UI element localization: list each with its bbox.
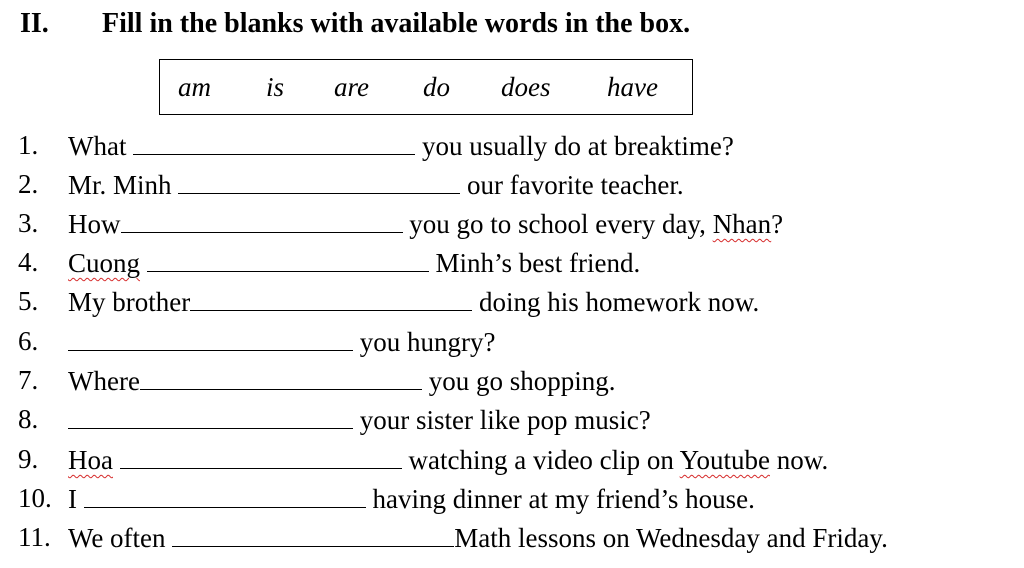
question-number: 4. bbox=[18, 247, 39, 277]
exercise-number: II. bbox=[20, 8, 49, 39]
question-number: 10. bbox=[18, 483, 52, 513]
exercise-instruction: Fill in the blanks with available words in the box. bbox=[102, 8, 691, 39]
question-number: 9. bbox=[18, 444, 39, 474]
question-text-after: doing his homework now. bbox=[478, 287, 760, 317]
answer-blank[interactable] bbox=[68, 322, 353, 351]
answer-blank[interactable] bbox=[140, 361, 422, 390]
word-box-item: are bbox=[334, 72, 369, 102]
misspelled-word: Cuong bbox=[68, 248, 141, 278]
question-text-before: How bbox=[68, 209, 121, 239]
question-text-before: My brother bbox=[68, 287, 191, 317]
question-text-after: having dinner at my friend’s house. bbox=[372, 484, 755, 514]
question-text-before: I bbox=[68, 484, 77, 514]
question-text-after: watching a video clip on bbox=[408, 445, 674, 475]
question-text-after: you go to school every day, bbox=[409, 209, 706, 239]
word-box-item: have bbox=[607, 72, 658, 102]
word-box-item: am bbox=[178, 72, 211, 102]
question-text-after: Math lessons on Wednesday and Friday. bbox=[454, 523, 888, 553]
question-number: 3. bbox=[18, 208, 39, 238]
word-box-item: do bbox=[423, 72, 450, 102]
answer-blank[interactable] bbox=[121, 204, 403, 233]
question-text-after: you go shopping. bbox=[428, 366, 616, 396]
question-text-before: Mr. Minh bbox=[68, 170, 172, 200]
answer-blank[interactable] bbox=[178, 165, 460, 194]
answer-blank[interactable] bbox=[190, 282, 472, 311]
question-text-after: you hungry? bbox=[359, 327, 496, 357]
word-box-item: is bbox=[266, 72, 285, 102]
question-number: 5. bbox=[18, 286, 39, 316]
question-text-after: your sister like pop music? bbox=[359, 405, 651, 435]
question-number: 8. bbox=[18, 404, 39, 434]
question-text-after: you usually do at breaktime? bbox=[421, 131, 734, 161]
exercise-heading bbox=[20, 4, 690, 44]
question-number: 6. bbox=[18, 326, 39, 356]
question-number: 1. bbox=[18, 130, 39, 160]
misspelled-word: Youtube bbox=[679, 445, 770, 475]
question-number: 11. bbox=[18, 522, 51, 552]
answer-blank[interactable] bbox=[133, 126, 415, 155]
answer-blank[interactable] bbox=[172, 518, 454, 547]
word-box-item: does bbox=[501, 72, 551, 102]
answer-blank[interactable] bbox=[68, 400, 353, 429]
question-text-before: What bbox=[68, 131, 127, 161]
question-text-tail: now. bbox=[776, 445, 829, 475]
misspelled-word: Hoa bbox=[68, 445, 113, 475]
question-number: 2. bbox=[18, 169, 39, 199]
question-text-tail: ? bbox=[771, 209, 784, 239]
answer-blank[interactable] bbox=[147, 243, 429, 272]
question-text-after: Minh’s best friend. bbox=[435, 248, 641, 278]
question-number: 7. bbox=[18, 365, 39, 395]
misspelled-word: Nhan bbox=[712, 209, 772, 239]
question-text-before: We often bbox=[68, 523, 166, 553]
answer-blank[interactable] bbox=[120, 440, 402, 469]
answer-blank[interactable] bbox=[84, 479, 366, 508]
question-text-before: Where bbox=[68, 366, 140, 396]
question-text-after: our favorite teacher. bbox=[467, 170, 684, 200]
word-box bbox=[159, 59, 693, 115]
